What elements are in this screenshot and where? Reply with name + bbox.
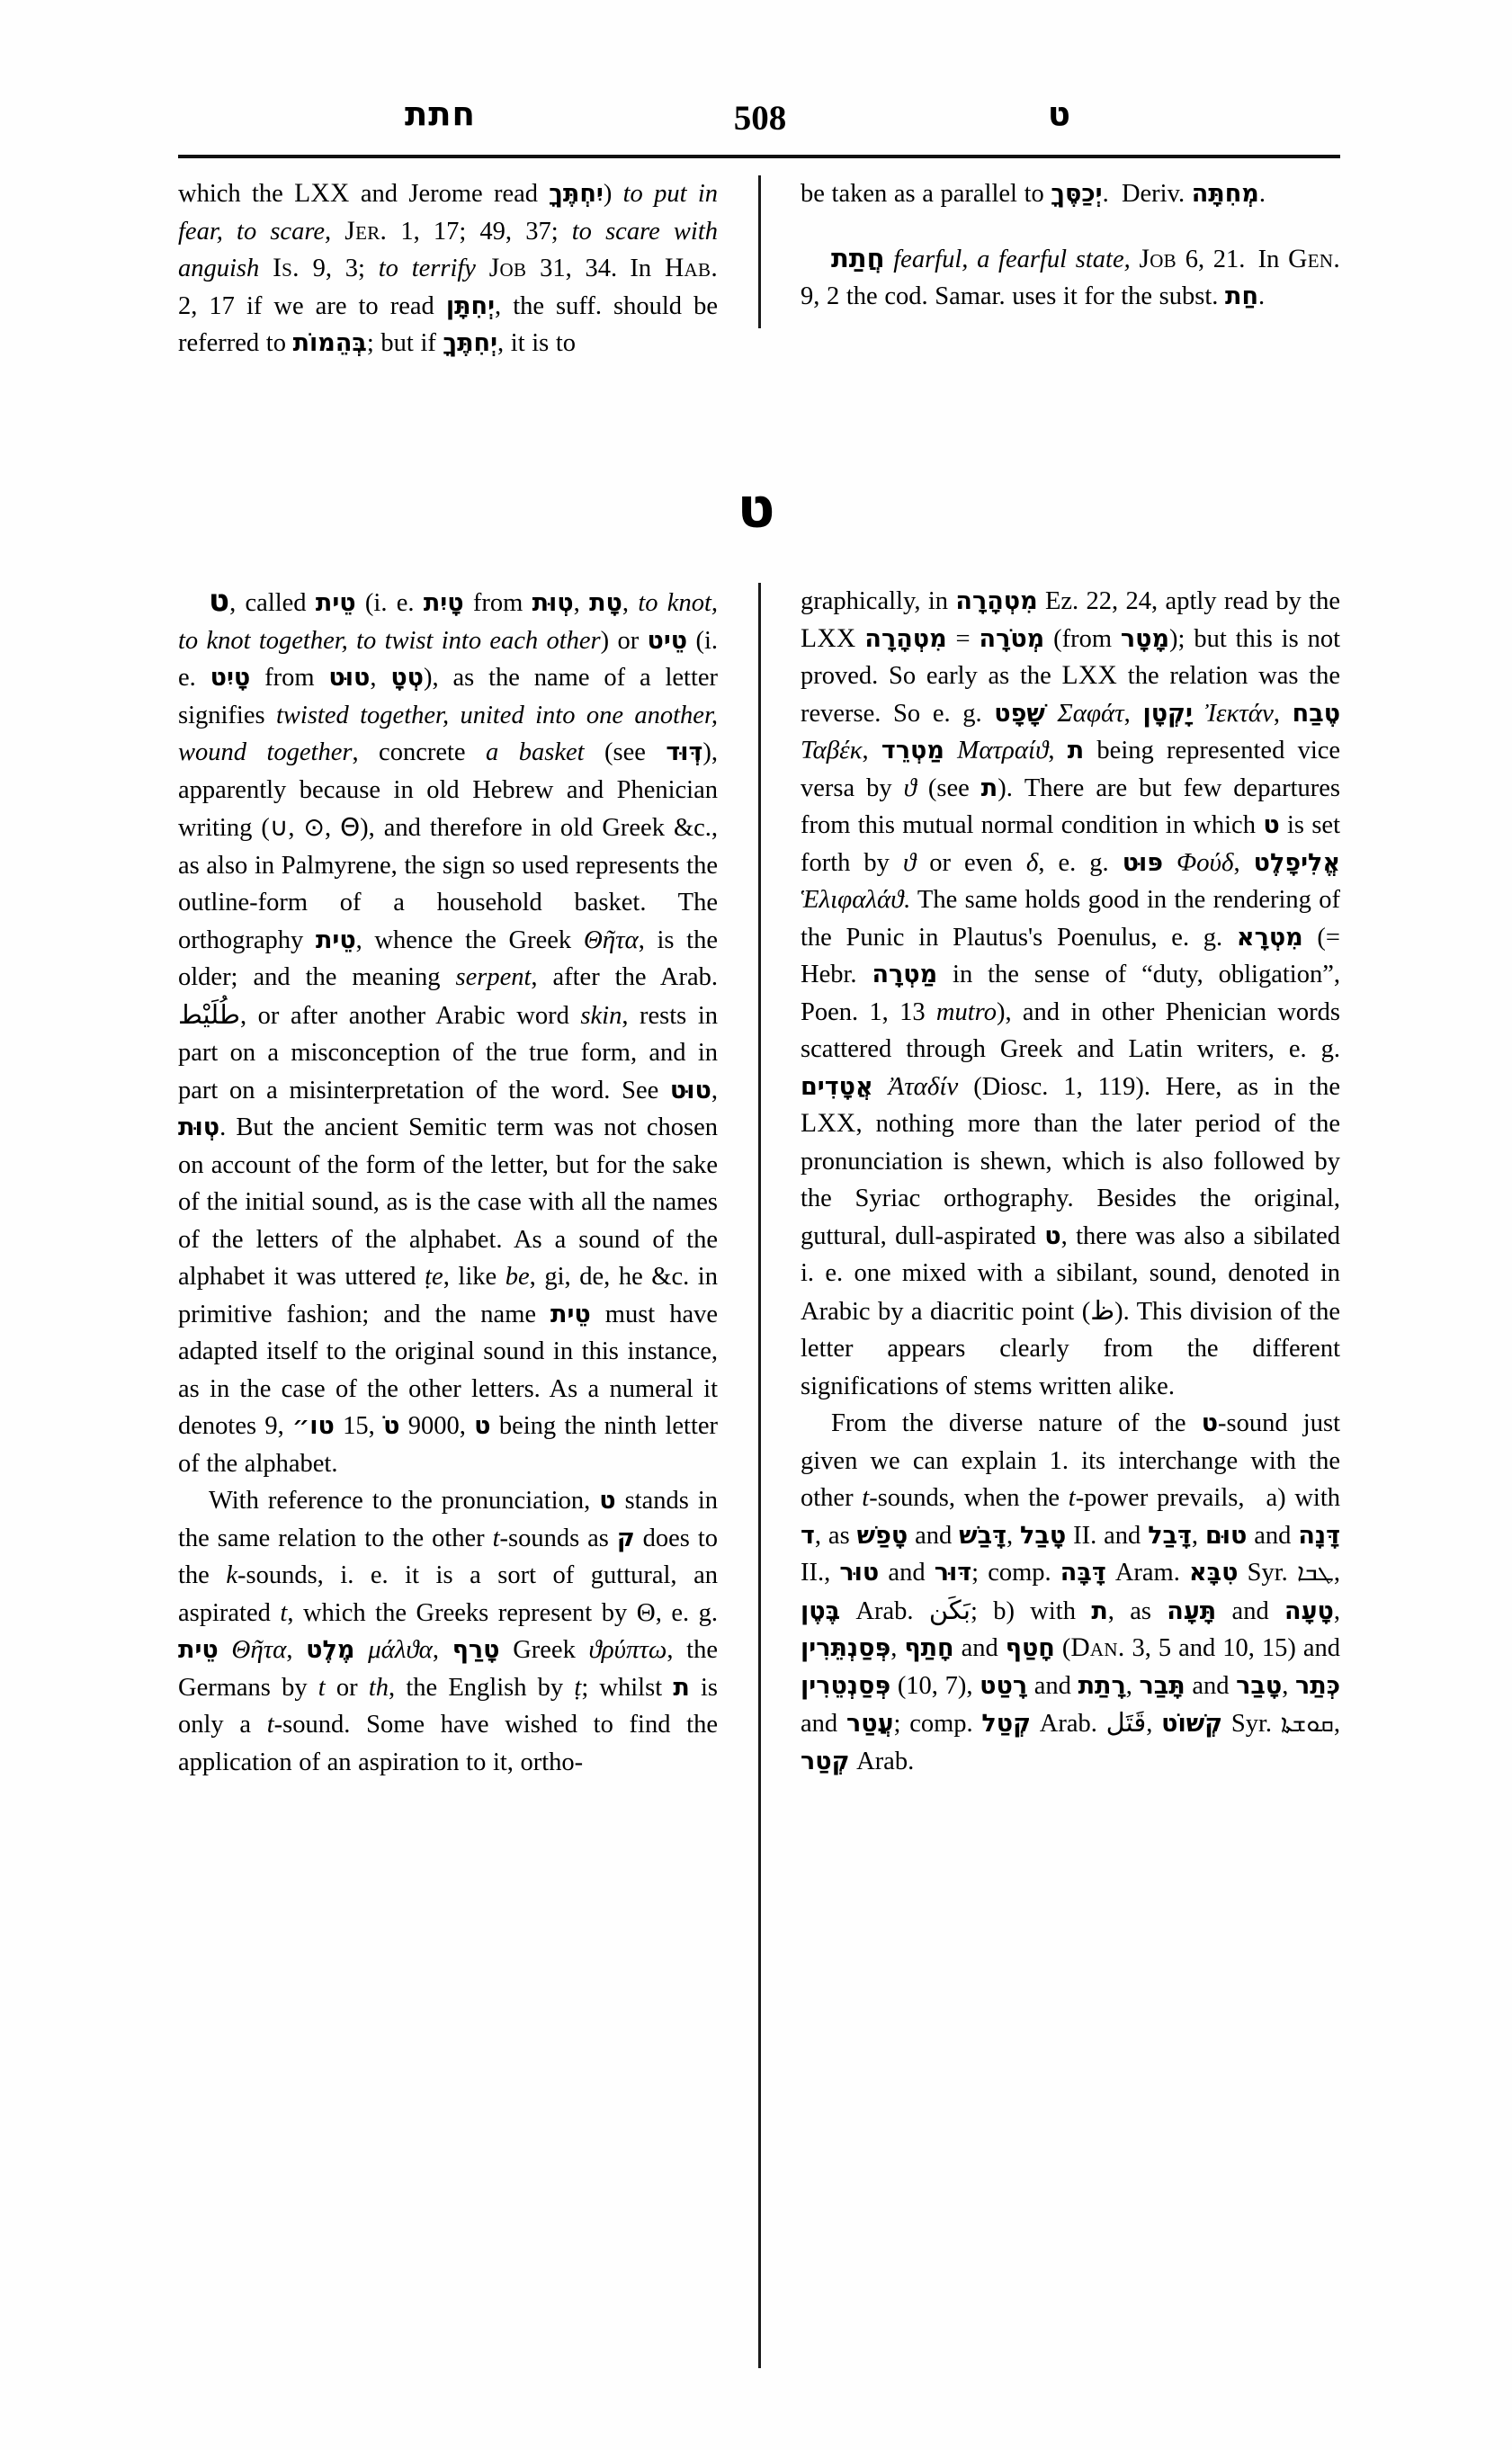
hebrew-word: דָּבַשׁ	[959, 1521, 1007, 1550]
gloss-text: to terrify	[378, 255, 476, 282]
hebrew-word: יְחִתָּן	[445, 291, 496, 320]
lxx-abbrev: LXX	[801, 623, 856, 653]
hebrew-word: טְוּת	[178, 1113, 220, 1141]
hebrew-word: חָתַף	[904, 1634, 954, 1662]
gloss-text: t	[1068, 1484, 1076, 1512]
greek-word: Θῆτα	[231, 1635, 287, 1664]
hebrew-numeral: טֺ	[383, 1412, 400, 1440]
header-rule	[178, 155, 1340, 158]
right-paragraph-1: graphically, in מִטְהָרָה Ez. 22, 24, aptly read by the LXX מִטְהָרָה = מְטֹרָה (from מָטָר); but this is not proved. So early as the LXX the relation was the reverse. So e. g. שָׁפָט Σαφάτ, יָקְטָן Ἰεκτάν, טֶבַח Ταβέκ, מַטְרֵד Ματραίϑ, ת being represented vice versa by ϑ (see ת). There are but few departures from this mutual normal condition in which ט is set forth by ϑ or even δ, e. g. פּוּט Φούδ, אֱלִיפָלֶט Ἑλιφαλάϑ. The same holds good in the rendering of the Punic in Plautus's Poenulus, e. g. מִטְרָא (= Hebr. מַטְרָה in the sense of “duty, obligation”, Poen. 1, 13 mutro), and in other Phenician words scattered through Greek and Latin writers, e. g. אֲטָדִים Ἀταδίν (Diosc. 1, 119). Here, as in the LXX, nothing more than the later period of the pronunciation is shewn, which is also followed by the Syriac orthography. Besides the original, guttural, dull-aspirated ט, there was also a sibilated i. e. one mixed with a sibilant, sound, denoted in Arabic by a diacritic point (ظ). This division of the letter appears clearly from the different significations of stems written alike.	[801, 587, 1341, 1400]
gloss-text: t	[280, 1598, 288, 1627]
hebrew-word: טָבַר	[1236, 1671, 1283, 1700]
greek-word: μάλϑα	[368, 1635, 433, 1664]
greek-letter: ϑ	[903, 773, 917, 802]
hebrew-letter: ת	[1091, 1596, 1108, 1625]
greek-word: Ἰεκτάν	[1204, 698, 1274, 728]
hebrew-word: טָיִת	[423, 589, 464, 617]
hebrew-word: טְטָ	[390, 664, 425, 692]
running-head-right-catchword: ט	[1047, 94, 1070, 133]
punct: , called	[229, 589, 316, 617]
phenician-glyph-1: ∪	[269, 812, 289, 842]
hebrew-word: קְטַל	[981, 1710, 1031, 1738]
book-abbrev: Gen.	[1288, 244, 1340, 273]
gloss-text: t	[492, 1524, 500, 1552]
hebrew-word: מְחִתָּה	[1191, 180, 1259, 208]
hebrew-word: פְּסַנְטֵרִין	[801, 1671, 891, 1700]
gloss-text: to put in fear, to scare,	[178, 180, 718, 246]
gloss-text: t	[318, 1673, 326, 1702]
hebrew-word: שָׁפָט	[994, 699, 1045, 728]
book-abbrev: Dan.	[1070, 1633, 1125, 1662]
book-abbrev: Is.	[273, 254, 300, 282]
top-right-paragraph-1: be taken as a parallel to יְכַסֶּךָ. Deriv. מְחִתָּה.	[801, 180, 1266, 208]
arabic-word: بَكَن	[928, 1594, 971, 1625]
hebrew-word: טָבַל	[1020, 1521, 1067, 1550]
top-right-paragraph-2: חֲתַת fearful, a fearful state, Job 6, 21. In Gen. 9, 2 the cod. Samar. uses it for the subst. חַת.	[801, 242, 1340, 310]
book-abbrev: Jer.	[344, 216, 388, 246]
hebrew-word: טֵית	[315, 589, 356, 617]
hebrew-letter: ט	[599, 1487, 616, 1515]
lxx-abbrev: LXX	[1061, 661, 1118, 690]
hebrew-word: חַת	[1225, 282, 1259, 310]
hebrew-word: טֵית	[315, 925, 356, 954]
gloss-text: to scare with anguish	[178, 217, 718, 282]
hebrew-word: מְטֹרָה	[979, 624, 1045, 653]
hebrew-word: מִטְהָרָה	[864, 624, 947, 653]
hebrew-letter: ד	[801, 1521, 815, 1550]
hebrew-word: מֶלֶט	[306, 1636, 355, 1664]
gloss-text: skin	[580, 1001, 622, 1030]
book-abbrev: Job	[1139, 244, 1176, 273]
right-paragraph-2: From the diverse nature of the ט-sound just given we can explain 1. its interchange with the other t-sounds, when the t-power prevails, a) with ד, as טָפַשׁ and דָּבַשׁ, טָבַל II. and דָּבַל, טוּם and דָּנָה II., טוּר and דּוּר; comp. דָּבָּה Aram. טִבָּא Syr. ܛܒܐ, בֶּטֶן Arab. بَكَن; b) with ת, as תָּעָה and טָעָה, פְּסַנְתֵּרִין, חָתַף and חָטַף (Dan. 3, 5 and 10, 15) and פְּסַנְטֵרִין (10, 7), רָטַט and רָתַת, תָּבַר and טָבַר, כְּתַר and עֲטַר; comp. קְטַל Arab. قَتَل, קְשׁוֹט Syr. ܩܘܫܬܐ, קְטַר Arab.	[801, 1409, 1341, 1775]
main-left-column	[178, 583, 718, 1781]
gloss-text: k	[226, 1561, 237, 1589]
lxx-abbrev: LXX	[801, 1109, 856, 1138]
syriac-word: ܛܒܐ	[1296, 1559, 1334, 1587]
book-abbrev: Job	[488, 254, 527, 282]
entry-headword: חֲתַת	[831, 242, 885, 273]
greek-word: Ματραίϑ	[957, 736, 1049, 765]
greek-word: Ἑλιφαλάϑ	[801, 885, 904, 914]
greek-word: Θῆτα	[583, 925, 639, 954]
hebrew-word: רָתַת	[1078, 1671, 1126, 1700]
column-divider-top	[758, 175, 761, 328]
gloss-text: serpent	[455, 963, 532, 991]
hebrew-word: רָטַט	[980, 1671, 1028, 1700]
entry-headword-tet: ט	[209, 583, 230, 619]
hebrew-word: דָּבָּה	[1060, 1559, 1106, 1587]
hebrew-word: טוּט	[328, 664, 371, 692]
lxx-abbrev: LXX	[294, 179, 350, 208]
hebrew-letter: ט	[1263, 811, 1280, 839]
phenician-glyph-3: Θ	[340, 812, 361, 842]
hebrew-word: בֶּטֶן	[801, 1596, 841, 1625]
gloss-text: ṭ	[574, 1673, 582, 1702]
hebrew-word: פּוּט	[1122, 848, 1164, 877]
hebrew-word: דָּבַל	[1148, 1521, 1192, 1550]
hebrew-word: מִטְרָא	[1236, 923, 1303, 952]
gloss-text: th	[368, 1673, 389, 1702]
arabic-word: قَتَل	[1105, 1707, 1147, 1738]
hebrew-word: טָת	[589, 589, 622, 617]
gloss-text: mutro	[935, 997, 997, 1026]
gloss-text: ṭe	[425, 1263, 443, 1291]
gloss-text: a basket	[486, 738, 585, 766]
gloss-text: be	[505, 1263, 530, 1291]
hebrew-letter: ת	[1067, 737, 1085, 765]
hebrew-word: טֵית	[178, 1636, 219, 1664]
arabic-letter: ظ	[1090, 1294, 1115, 1326]
column-divider-main	[758, 583, 761, 2368]
hebrew-word: דְּוּד	[666, 738, 703, 766]
hebrew-word: יְחִתֶּךָ	[443, 329, 498, 357]
hebrew-word: טְוּת	[532, 589, 574, 617]
hebrew-word: טוּט	[669, 1076, 711, 1104]
left-paragraph-1: ט, called טֵית (i. e. טָיִת from טְוּת, טָת, to knot, to knot together, to twist into each other) or טֵיט (i. e. טָיִט from טוּט, טְטָ), as the name of a letter signifies twisted together, united into one another, wound together, concrete a basket (see דְּוּד), apparently because in old Hebrew and Phenician writing (∪, ⊙, Θ), and therefore in old Greek &c., as also in Palmyrene, the sign so used represents the outline-form of a household basket. The orthography טֵית, whence the Greek Θῆτα, is the older; and the meaning serpent, after the Arab. طُلَيْط, or after another Arabic word skin, rests in part on a misconception of the true form, and in part on a misinterpretation of the word. See טוּט, טְוּת. But the ancient Semitic term was not chosen on account of the form of the letter, but for the sake of the initial sound, as is the case with all the names of the letters of the alphabet. As a sound of the alphabet it was uttered ṭe, like be, gi, de, he &c. in primitive fashion; and the name טֵית must have adapted itself to the original sound in this instance, as in the case of the other letters. As a numeral it denotes 9, טו״ 15, טֺ 9000, ט being the ninth letter of the alphabet.	[178, 583, 719, 1478]
hebrew-letter: ק	[616, 1524, 635, 1552]
greek-letter: ϑ	[902, 847, 917, 877]
gloss-text: t	[266, 1711, 274, 1739]
main-right-column	[801, 583, 1340, 1780]
greek-letter: δ	[1025, 847, 1039, 877]
hebrew-word: חָטַף	[1005, 1634, 1055, 1662]
hebrew-word: עֲטַר	[845, 1710, 894, 1738]
left-paragraph-2: With reference to the pronunciation, ט stands in the same relation to the other t-sounds as ק does to the k-sounds, i. e. it is a sort of guttural, an aspirated t, which the Greeks represent by Θ, e. g. טֵית Θῆτα, מֶלֶט μάλϑα, טָרַף Greek ϑρύπτω, the Germans by t or th, the English by ṭ; whilst ת is only a t-sound. Some have wished to find the application of an aspiration to it, ortho-	[178, 1487, 719, 1776]
greek-word: Φούδ	[1176, 847, 1234, 877]
greek-word: ϑρύπτω	[588, 1635, 667, 1664]
main-article-block	[178, 583, 1340, 2373]
hebrew-letter: ט	[1044, 1221, 1061, 1250]
hebrew-word: מִטְהָרָה	[955, 587, 1038, 615]
hebrew-word: אֱלִיפָלֶט	[1253, 848, 1341, 877]
hebrew-word: טָרַף	[452, 1636, 500, 1664]
hebrew-letter: ת	[673, 1673, 690, 1702]
top-right-column	[801, 175, 1340, 316]
hebrew-word: טָעָה	[1284, 1596, 1334, 1625]
greek-word: Ταβέκ	[801, 736, 863, 765]
hebrew-word: טֶבַח	[1292, 699, 1341, 728]
hebrew-word: טָיִט	[210, 664, 251, 692]
hebrew-word: מָטָר	[1120, 624, 1170, 653]
hebrew-word: יִחְתֶּךָ	[549, 180, 604, 208]
hebrew-word: יָקְטָן	[1142, 699, 1193, 728]
hebrew-word: טִבָּא	[1189, 1559, 1239, 1587]
greek-letter: Θ	[636, 1597, 656, 1627]
hebrew-word: מַטְרֵד	[881, 737, 944, 765]
hebrew-word: יְכַסֶּךָ	[1051, 180, 1103, 208]
hebrew-word: דָּנָה	[1298, 1521, 1341, 1550]
hebrew-letter: ט	[474, 1412, 491, 1440]
hebrew-word: טוּר	[839, 1559, 880, 1587]
gloss-text: to knot, to knot together, to twist into each other	[178, 589, 718, 655]
hebrew-word: בְּהֵמוֹת	[292, 329, 367, 357]
hebrew-word: תָּבַר	[1139, 1671, 1185, 1700]
gloss-text: fearful, a fearful state,	[893, 245, 1131, 273]
hebrew-word: אֲטָדִים	[801, 1072, 873, 1101]
hebrew-word: טָפַשׁ	[856, 1521, 908, 1550]
hebrew-word: קְטַר	[801, 1747, 850, 1775]
hebrew-word: קְשׁוֹט	[1161, 1710, 1223, 1738]
hebrew-word: פְּסַנְתֵּרִין	[801, 1634, 891, 1662]
book-abbrev: Hab.	[664, 254, 719, 282]
top-left-paragraph: which the LXX and Jerome read יִחְתֶּךָ) to put in fear, to scare, Jer. 1, 17; 49, 37; to scare with anguish Is. 9, 3; to terrify Job 31, 34. In Hab. 2, 17 if we are to read יְחִתָּן, the suff. should be referred to בְּהֵמוֹת; but if יְחִתֶּךָ, it is to	[178, 179, 719, 357]
page-number: 508	[733, 99, 787, 138]
hebrew-word: טֵיט	[647, 626, 688, 655]
hebrew-word: כְּתַר	[1295, 1671, 1341, 1700]
gloss-text: twisted together, united into one another, wound together	[178, 701, 719, 766]
hebrew-word: טוּם	[1204, 1521, 1248, 1550]
hebrew-word: מַטְרָה	[872, 961, 938, 988]
hebrew-word: טֵית	[550, 1300, 591, 1328]
hebrew-numeral: טו״	[292, 1412, 335, 1440]
hebrew-word: תָּעָה	[1167, 1596, 1217, 1625]
running-head-left-catchword: חתת	[405, 94, 476, 133]
top-left-column	[178, 175, 718, 362]
hebrew-letter: ת	[980, 773, 998, 802]
hebrew-word: דּוּר	[934, 1559, 972, 1587]
running-head	[180, 94, 1340, 150]
top-continuation-block	[178, 175, 1340, 357]
gloss-text: t	[862, 1484, 870, 1512]
greek-word: Σαφάτ	[1057, 698, 1124, 728]
hebrew-letter: ט	[1201, 1409, 1219, 1437]
section-divider-letter: ט	[737, 475, 775, 541]
syriac-word: ܩܘܫܬܐ	[1280, 1710, 1334, 1738]
greek-word: Ἀταδίν	[888, 1071, 959, 1101]
phenician-glyph-2: ⊙	[303, 812, 325, 842]
arabic-word: طُلَيْط	[178, 998, 240, 1030]
